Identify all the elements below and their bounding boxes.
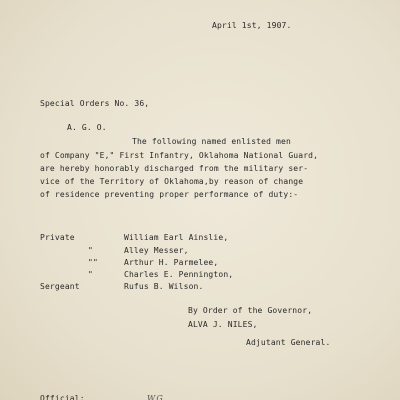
body-line-2: of Company "E," First Infantry, Oklahoma National Guard, [40, 151, 319, 160]
body-line-1: The following named enlisted men [132, 137, 291, 146]
body-line-3: are hereby honorably discharged from the military ser- [40, 164, 309, 173]
roster-ditto-2: "" [88, 258, 98, 267]
special-orders-line: Special Orders No. 36, [40, 99, 150, 108]
body-line-5: of residence preventing proper performance of duty:- [40, 190, 299, 199]
document-date: April 1st, 1907. [212, 21, 292, 30]
signer-name: ALVA J. NILES, [188, 320, 258, 329]
signer-title: Adjutant General. [246, 338, 331, 347]
roster-name-1: William Earl Ainslie, [124, 233, 229, 242]
roster-ditto-1: " [88, 246, 93, 255]
roster-name-2: Alley Messer, [124, 246, 189, 255]
body-line-4: vice of the Territory of Oklahoma,by reason of change [40, 177, 304, 186]
official-signature: W.G. [147, 394, 166, 400]
roster-rank-sergeant: Sergeant [40, 282, 80, 291]
roster-name-5: Rufus B. Wilson. [124, 282, 204, 291]
roster-rank-private: Private [40, 233, 75, 242]
roster-ditto-3: " [88, 270, 93, 279]
issuing-office: A. G. O. [67, 123, 107, 132]
by-order-line: By Order of the Governor, [188, 306, 313, 315]
official-label: Official: [40, 394, 85, 400]
roster-name-3: Arthur H. Parmelee, [124, 258, 219, 267]
roster-name-4: Charles E. Pennington, [124, 270, 234, 279]
